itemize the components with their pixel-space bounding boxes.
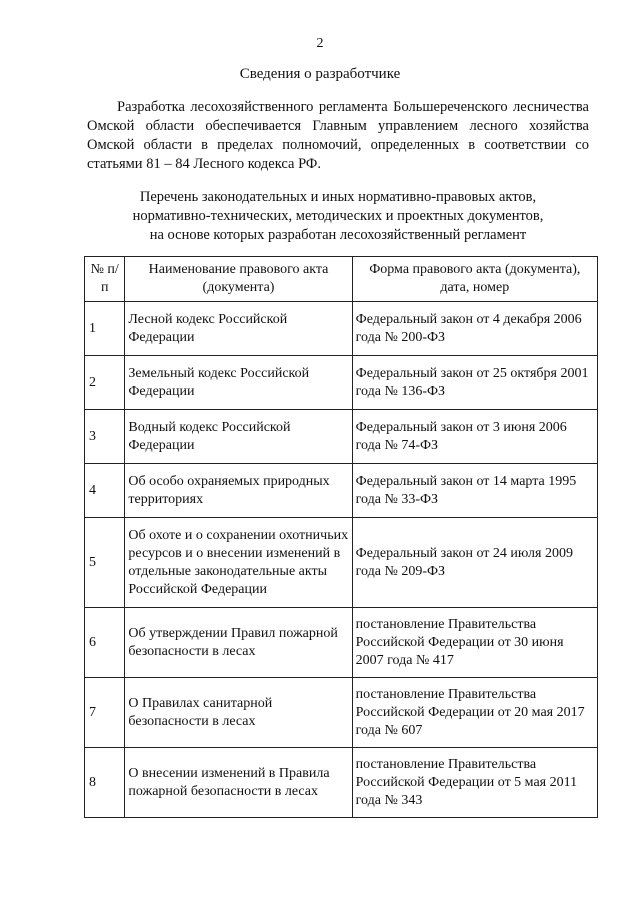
row-name: О внесении изменений в Правила пожарной безопасности в лесах [125,748,352,818]
row-num: 8 [85,748,125,818]
row-form: постановление Правительства Российской Федерации от 5 мая 2011 года № 343 [352,748,597,818]
table-row [85,518,598,608]
row-form: Федеральный закон от 4 декабря 2006 года № 200-ФЗ [352,302,597,356]
row-name: Об охоте и о сохранении охотничьих ресурсов и о внесении изменений в отдельные законодательные акты Российской Федерации [125,518,352,608]
row-name: Водный кодекс Российской Федерации [125,410,352,464]
developer-heading: Сведения о разработчике [239,66,401,82]
row-form: Федеральный закон от 25 октября 2001 года № 136-ФЗ [352,356,597,410]
acts-list-title-line1: Перечень законодательных и иных нормативно-правовых актов, [139,189,537,205]
row-name: О Правилах санитарной безопасности в лесах [125,678,352,748]
row-num: 7 [85,678,125,748]
page-number: 2 [316,36,324,51]
row-name: Лесной кодекс Российской Федерации [125,302,352,356]
row-num: 6 [85,608,125,678]
intro-paragraph: Разработка лесохозяйственного регламента Большереченского лесничества Омской области обеспечивается Главным управлением лесного хозяйства Омской области в пределах полномочий, определенных в соответствии со статьями 81 – 84 Лесного кодекса РФ. [87,99,589,172]
row-name: Об утверждении Правил пожарной безопасности в лесах [125,608,352,678]
row-form: постановление Правительства Российской Федерации от 30 июня 2007 года № 417 [352,608,597,678]
acts-table [84,256,598,818]
acts-list-title [87,188,589,245]
table-row [85,464,598,518]
header-num: № п/п [85,257,125,302]
table-row [85,356,598,410]
table-row [85,410,598,464]
table-row [85,678,598,748]
table-row [85,302,598,356]
table-row [85,608,598,678]
table-row [85,748,598,818]
row-num: 3 [85,410,125,464]
row-name: Земельный кодекс Российской Федерации [125,356,352,410]
acts-list-title-line2: нормативно-технических, методических и проектных документов, [132,208,544,224]
row-name: Об особо охраняемых природных территориях [125,464,352,518]
row-num: 4 [85,464,125,518]
row-form: Федеральный закон от 14 марта 1995 года № 33-ФЗ [352,464,597,518]
row-num: 5 [85,518,125,608]
header-form: Форма правового акта (документа), дата, номер [352,257,597,302]
header-name: Наименование правового акта (документа) [125,257,352,302]
row-form: Федеральный закон от 3 июня 2006 года № 74-ФЗ [352,410,597,464]
table-header-row [85,257,598,302]
acts-list-title-line3: на основе которых разработан лесохозяйственный регламент [149,227,527,243]
row-num: 2 [85,356,125,410]
row-num: 1 [85,302,125,356]
row-form: Федеральный закон от 24 июля 2009 года № 209-ФЗ [352,518,597,608]
row-form: постановление Правительства Российской Федерации от 20 мая 2017 года № 607 [352,678,597,748]
